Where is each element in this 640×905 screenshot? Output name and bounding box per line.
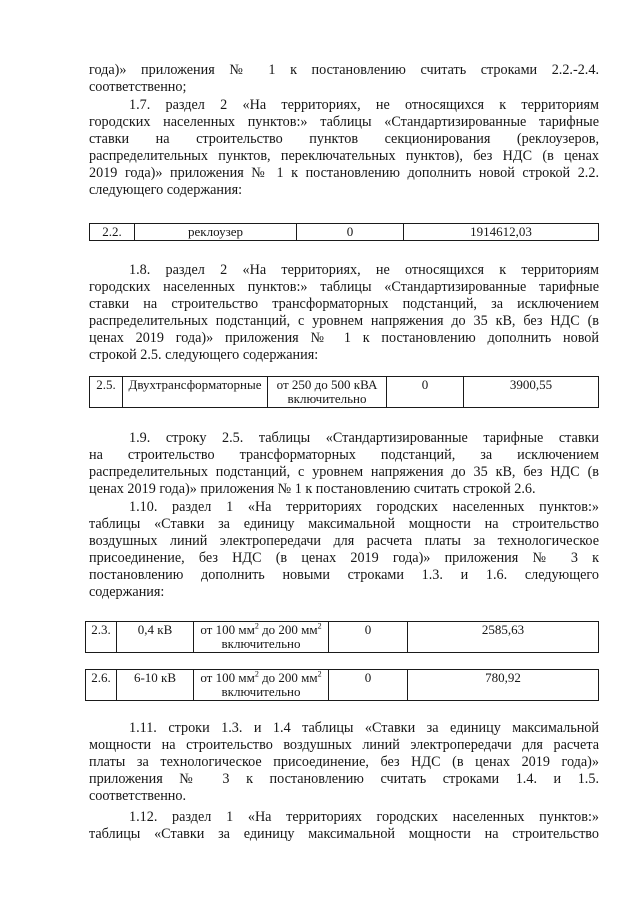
text-line: 1.7. раздел 2 «На территориях, не относящихся к территориям [129, 97, 599, 113]
table-cell: 0 [329, 622, 408, 653]
text-line: постановлению дополнить новыми строками 1.3. и 1.6. следующего [89, 567, 599, 583]
superscript: 2 [254, 621, 259, 631]
text-line: соответственно; [89, 79, 187, 95]
superscript: 2 [317, 621, 322, 631]
text-line: 1.10. раздел 1 «На территориях городских населенных пунктов:» [129, 499, 599, 515]
text-line: мощности на строительство воздушных линий электропередачи для расчета [89, 737, 599, 753]
text-line: воздушных линий электропередачи для расчета платы за технологическое [89, 533, 599, 549]
table-cell: 0,4 кВ [117, 622, 194, 653]
range-line [197, 671, 325, 685]
paragraph-1-10 [89, 499, 599, 601]
range-to: до 200 мм [258, 670, 318, 685]
table-cell-range [268, 377, 387, 408]
range-from: от 100 мм [200, 622, 255, 637]
table-cell: Двухтрансформаторные [123, 377, 268, 408]
text-line: 1.8. раздел 2 «На территориях, не относящихся к территориям [129, 262, 599, 278]
table-cell: 2585,63 [408, 622, 599, 653]
text-line: 1.11. строки 1.3. и 1.4 таблицы «Ставки за единицу максимальной [129, 720, 599, 736]
text-line: распределительных подстанций, с уровнем напряжения до 35 кВ, без НДС (в [89, 313, 599, 329]
paragraph-1-12 [89, 809, 599, 843]
superscript: 2 [254, 669, 259, 679]
table-cell: реклоузер [135, 224, 297, 241]
table-cell: 0 [297, 224, 404, 241]
table-cell-range [194, 670, 329, 701]
range-line [197, 623, 325, 637]
text-line: платы за технологическое присоединение, без НДС (в ценах 2019 года)» [89, 754, 599, 770]
text-line: распределительных подстанций, с уровнем напряжения до 35 кВ, без НДС (в [89, 464, 599, 480]
superscript: 2 [317, 669, 322, 679]
text-line: строкой 2.5. следующего содержания: [89, 347, 319, 363]
table-cell: 2.5. [90, 377, 123, 408]
table-row-2-2 [89, 223, 599, 241]
table-cell: 0 [387, 377, 464, 408]
paragraph-1-7 [89, 97, 599, 199]
range-to: до 200 мм [258, 622, 318, 637]
table-cell: 1914612,03 [404, 224, 599, 241]
text-line: следующего содержания: [89, 182, 243, 198]
table-row-2-3 [85, 621, 599, 653]
range-line: включительно [221, 684, 301, 699]
text-line: 1.12. раздел 1 «На территориях городских населенных пунктов:» [129, 809, 599, 825]
range-from: от 100 мм [200, 670, 255, 685]
text-line: приложения № 3 к постановлению считать строками 1.4. и 1.5. [89, 771, 599, 787]
table-cell: 2.6. [86, 670, 117, 701]
text-line: ставки на строительство пунктов секционирования (реклоузеров, [89, 131, 599, 147]
range-line: включительно [221, 636, 301, 651]
text-line: таблицы «Ставки за единицу максимальной мощности на строительство [89, 516, 599, 532]
text-line: ценах 2019 года)» приложения № 1 к постановлению считать строкой 2.6. [89, 481, 536, 497]
table-row-2-6 [85, 669, 599, 701]
table-row-2-5 [89, 376, 599, 408]
paragraph-1-11 [89, 720, 599, 805]
table-cell: 780,92 [408, 670, 599, 701]
table-cell: 0 [329, 670, 408, 701]
range-line: включительно [287, 391, 367, 406]
paragraph-1-8 [89, 262, 599, 364]
text-line: городских населенных пунктов:» таблицы «Стандартизированные тарифные [89, 114, 599, 130]
range-line: от 250 до 500 кВА [276, 377, 378, 392]
text-line: городских населенных пунктов:» таблицы «Стандартизированные тарифные [89, 279, 599, 295]
table-cell-range [194, 622, 329, 653]
table-cell: 2.3. [86, 622, 117, 653]
text-line: ценах 2019 года)» приложения № 1 к постановлению дополнить новой [89, 330, 599, 346]
text-line: года)» приложения № 1 к постановлению считать строками 2.2.-2.4. [89, 62, 599, 78]
text-line: соответственно. [89, 788, 187, 804]
table-cell: 6-10 кВ [117, 670, 194, 701]
text-line: содержания: [89, 584, 165, 600]
text-line: ставки на строительство трансформаторных подстанций, за исключением [89, 296, 599, 312]
table-cell: 2.2. [90, 224, 135, 241]
paragraph-1-9 [89, 430, 599, 498]
text-line: 2019 года)» приложения № 1 к постановлению дополнить новой строкой 2.2. [89, 165, 599, 181]
text-line: присоединение, без НДС (в ценах 2019 года)» приложения № 3 к [89, 550, 599, 566]
text-line: на строительство трансформаторных подстанций, за исключением [89, 447, 599, 463]
table-cell: 3900,55 [464, 377, 599, 408]
text-line: 1.9. строку 2.5. таблицы «Стандартизированные тарифные ставки [129, 430, 599, 446]
paragraph-continuation [89, 62, 599, 96]
text-line: таблицы «Ставки за единицу максимальной мощности на строительство [89, 826, 599, 842]
text-line: распределительных пунктов, переключательных пунктов), без НДС (в ценах [89, 148, 599, 164]
